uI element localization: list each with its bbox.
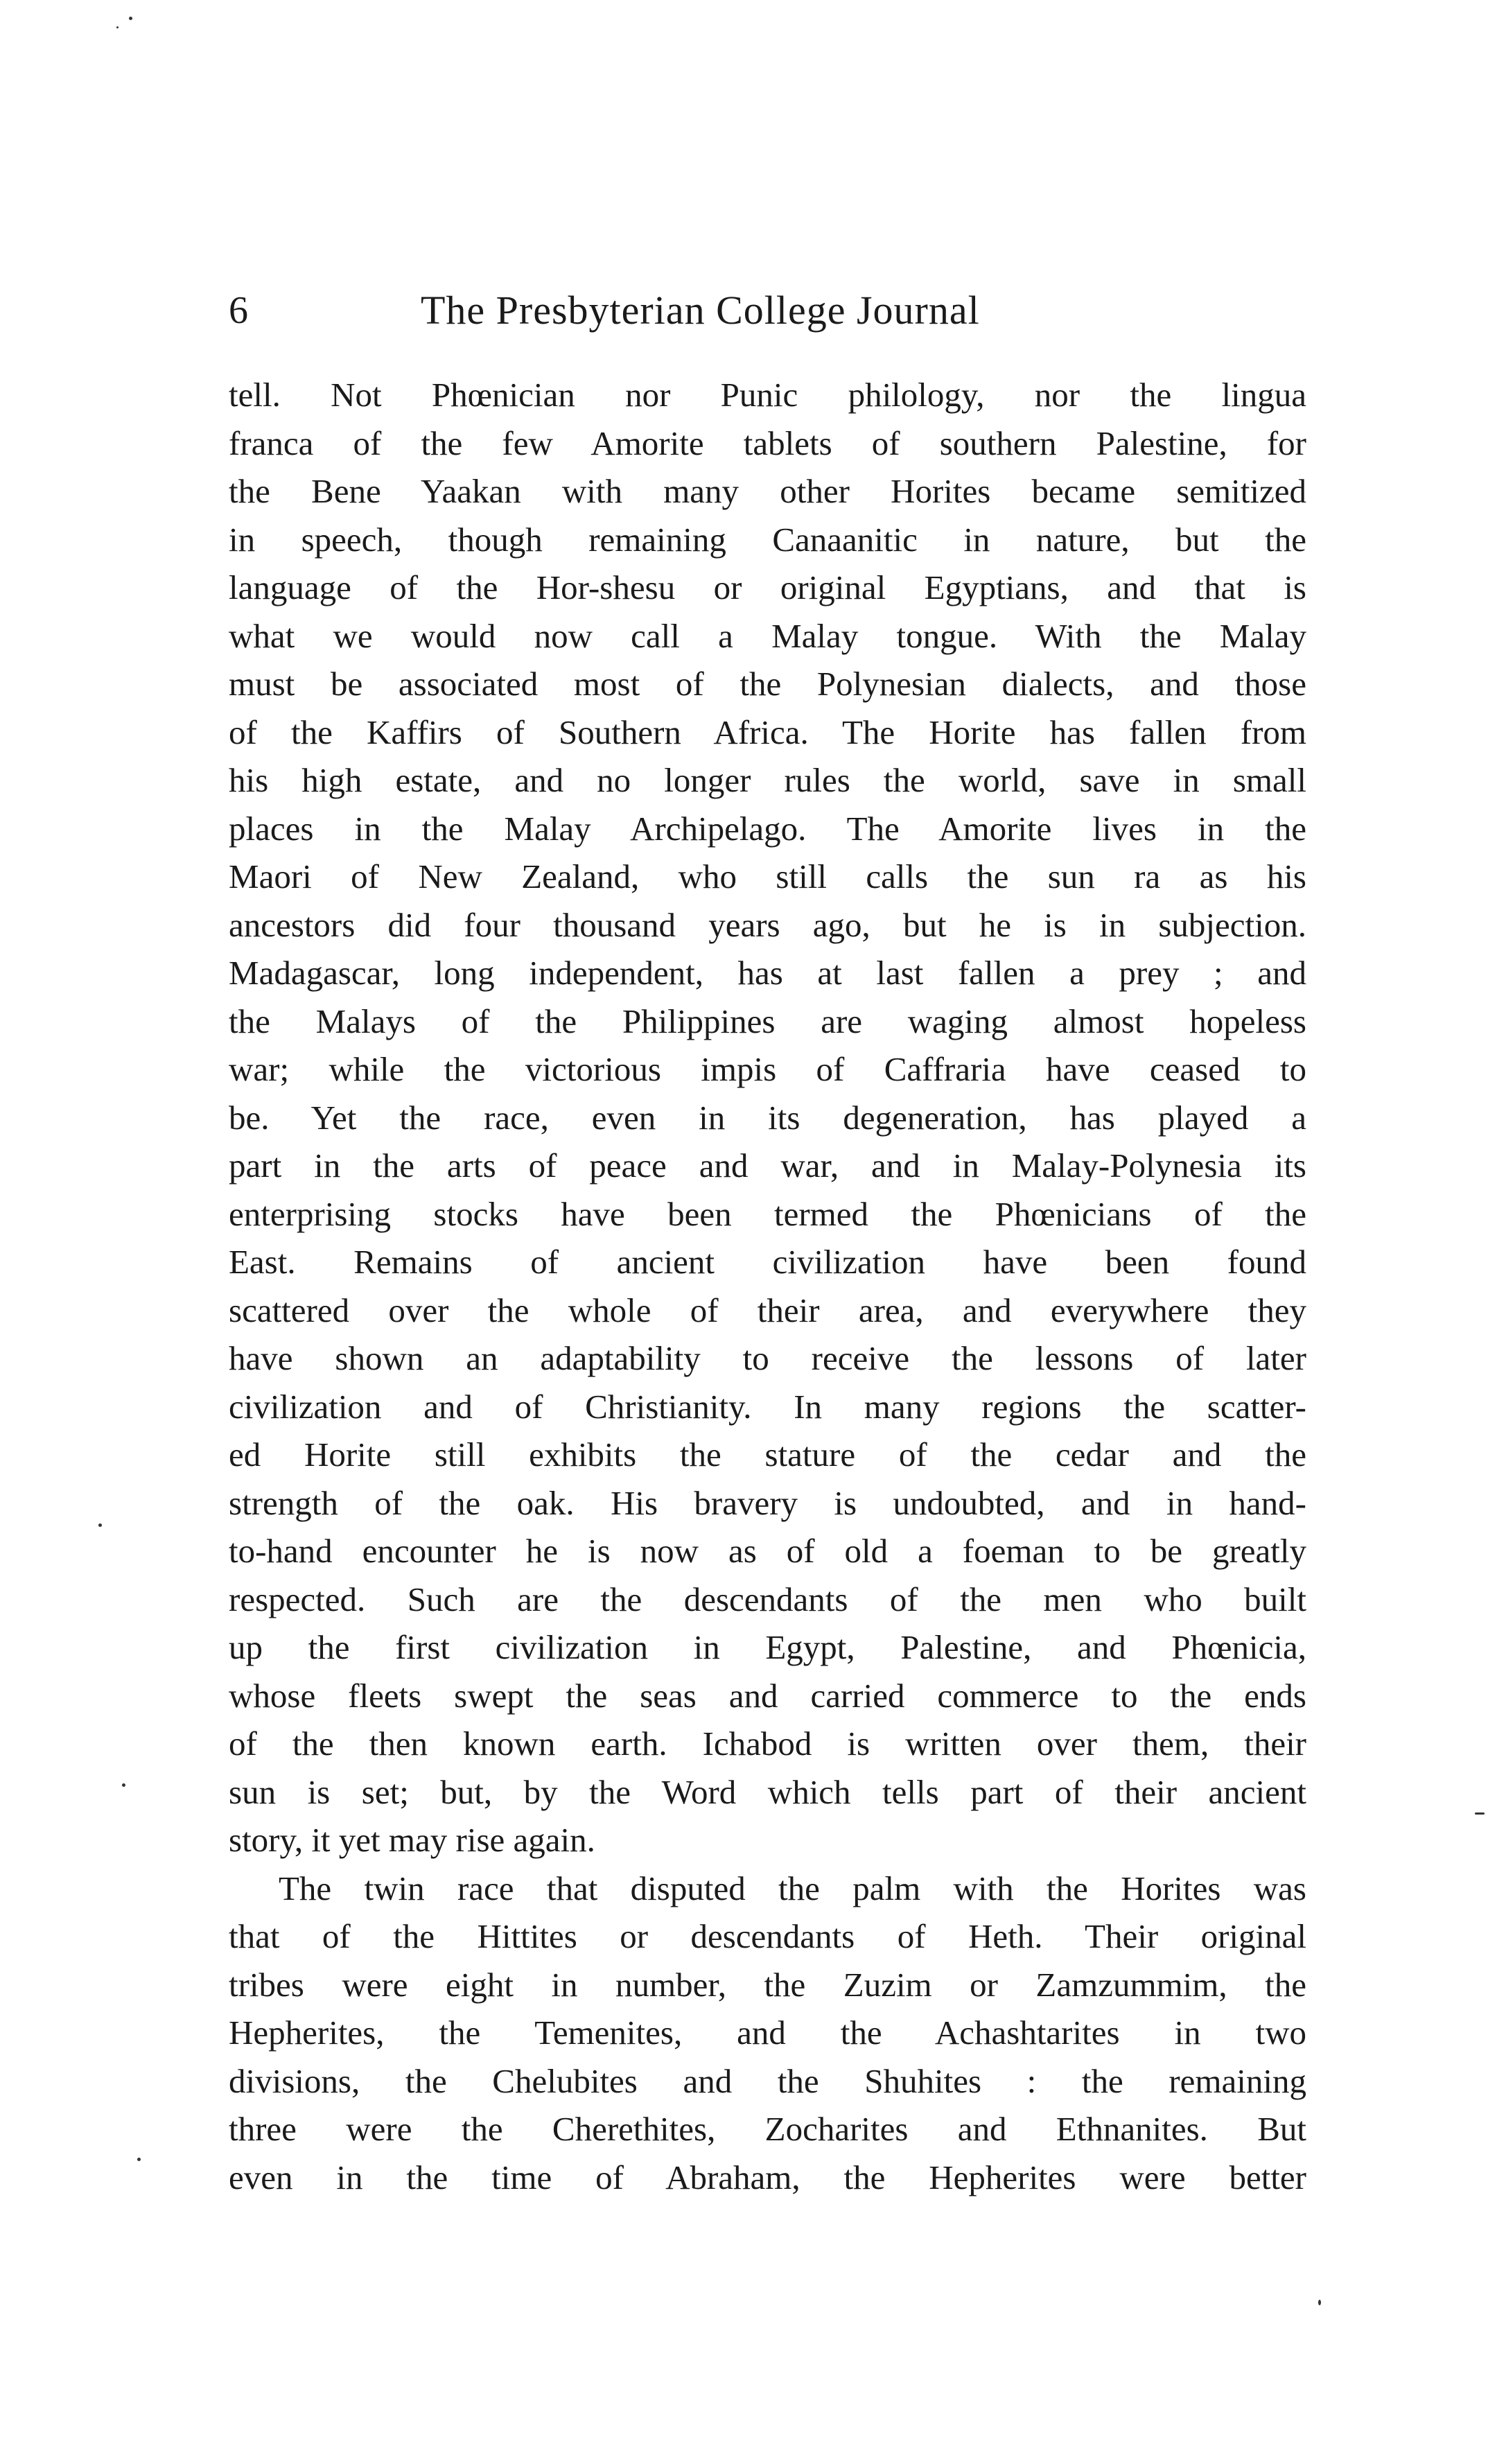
text-line: ed Horite still exhibits the stature of the cedar and the (229, 1435, 1306, 1474)
text-line: the Bene Yaakan with many other Horites became semitized (229, 472, 1306, 510)
page-header (229, 283, 1123, 338)
text-line: divisions, the Chelubites and the Shuhites : the remaining (229, 2061, 1306, 2100)
text-line: his high estate, and no longer rules the world, save in small (229, 761, 1306, 799)
scan-speck (98, 1523, 102, 1527)
text-line: have shown an adaptability to receive the lessons of later (229, 1339, 1306, 1377)
scan-speck (116, 26, 119, 28)
body-text (229, 371, 1306, 2201)
scan-speck (137, 2158, 141, 2161)
text-line: scattered over the whole of their area, and everywhere they (229, 1291, 1306, 1329)
text-line: story, it yet may rise again. (229, 1821, 595, 1859)
paragraph (229, 1864, 1306, 2202)
text-line: franca of the few Amorite tablets of southern Palestine, for (229, 423, 1306, 462)
text-line: Hepherites, the Temenites, and the Achashtarites in two (229, 2013, 1306, 2052)
text-line: what we would now call a Malay tongue. With the Malay (229, 616, 1306, 655)
scan-speck (122, 1783, 125, 1787)
text-line: strength of the oak. His bravery is undoubted, and in hand- (229, 1483, 1306, 1522)
text-line: civilization and of Christianity. In many regions the scatter- (229, 1387, 1306, 1426)
text-line: whose fleets swept the seas and carried commerce to the ends (229, 1676, 1306, 1715)
text-line: Madagascar, long independent, has at last fallen a prey ; and (229, 954, 1306, 992)
text-line: that of the Hittites or descendants of Heth. Their original (229, 1917, 1306, 1955)
text-line: the Malays of the Philippines are waging almost hopeless (229, 1002, 1306, 1040)
text-line: East. Remains of ancient civilization have been found (229, 1243, 1306, 1281)
text-line: tribes were eight in number, the Zuzim or Zamzummim, the (229, 1965, 1306, 2004)
text-line: enterprising stocks have been termed the Phœnicians of the (229, 1194, 1306, 1233)
text-line: ancestors did four thousand years ago, but he is in subjection. (229, 905, 1306, 944)
text-line: sun is set; but, by the Word which tells part of their ancient (229, 1772, 1306, 1811)
text-line: in speech, though remaining Canaanitic in nature, but the (229, 520, 1306, 559)
paragraph (229, 371, 1306, 1864)
text-line: part in the arts of peace and war, and in Malay-Polynesia its (229, 1146, 1306, 1185)
running-title: The Presbyterian College Journal (421, 288, 980, 333)
scan-speck (1318, 2300, 1321, 2305)
scan-speck (1475, 1812, 1485, 1815)
text-line: of the Kaffirs of Southern Africa. The Horite has fallen from (229, 713, 1306, 751)
text-line: The twin race that disputed the palm with the Horites was (279, 1869, 1306, 1907)
scan-speck (129, 17, 132, 20)
text-line: be. Yet the race, even in its degeneration, has played a (229, 1098, 1306, 1137)
page-number: 6 (229, 289, 248, 332)
text-line: war; while the victorious impis of Caffraria have ceased to (229, 1050, 1306, 1088)
text-line: of the then known earth. Ichabod is written over them, their (229, 1724, 1306, 1763)
text-line: to-hand encounter he is now as of old a foeman to be greatly (229, 1532, 1306, 1570)
text-line: respected. Such are the descendants of the men who built (229, 1580, 1306, 1618)
text-line: up the first civilization in Egypt, Palestine, and Phœnicia, (229, 1628, 1306, 1666)
text-line: language of the Hor-shesu or original Egyptians, and that is (229, 568, 1306, 606)
text-line: places in the Malay Archipelago. The Amorite lives in the (229, 809, 1306, 848)
text-line: even in the time of Abraham, the Hepherites were better (229, 2158, 1306, 2196)
text-line: must be associated most of the Polynesian dialects, and those (229, 665, 1306, 703)
text-line: three were the Cherethites, Zocharites and Ethnanites. But (229, 2110, 1306, 2148)
text-line: Maori of New Zealand, who still calls the sun ra as his (229, 857, 1306, 895)
text-line: tell. Not Phœnician nor Punic philology, nor the lingua (229, 376, 1306, 414)
